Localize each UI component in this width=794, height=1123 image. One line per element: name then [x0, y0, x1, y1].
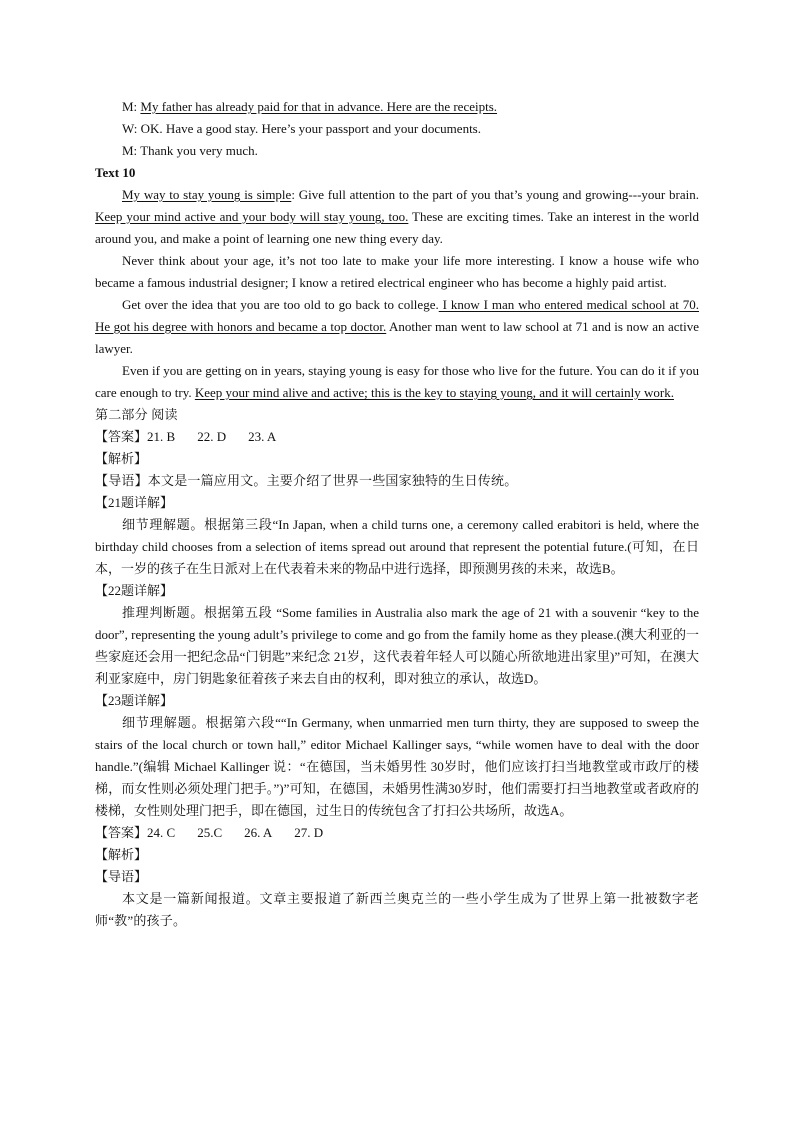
- answer-item: 21. B: [147, 429, 176, 444]
- paragraph-1: [95, 184, 699, 250]
- guide-text: 本文是一篇新闻报道。文章主要报道了新西兰奥克兰的一些小学生成为了世界上第一批被数字老师“教”的孩子。: [95, 891, 699, 928]
- underlined-sentence: I know I man who entered medical school at 70. He got his degree with honors and became a top doctor.: [95, 297, 699, 334]
- dialogue-text: Thank you very much.: [140, 143, 258, 158]
- dialogue-line-3: [95, 140, 699, 162]
- guide-text: 【导语】本文是一篇应用文。主要介绍了世界一些国家独特的生日传统。: [95, 473, 518, 488]
- answer-item: 23. A: [248, 429, 277, 444]
- question-23-label: 【23题详解】: [95, 693, 174, 708]
- answer-item: 22. D: [197, 429, 227, 444]
- part-heading: 第二部分 阅读: [95, 407, 178, 422]
- answers-row-2: [95, 822, 699, 844]
- answer-item: 27. D: [294, 825, 324, 840]
- answer-label: 【答案】: [95, 825, 148, 840]
- speaker-label: W:: [122, 121, 138, 136]
- answers-row-1: [95, 426, 699, 448]
- question-22-text: 推理判断题。根据第五段 “Some families in Australia also mark the age of 21 with a souvenir “key to the door”, representing the young adult’s privilege to come and go from the family home as they please.(澳大利亚的一些家庭还会用一把纪念品“门钥匙”来纪念 21岁，这代表着年轻人可以随心所欲地进出家里)”可知，在澳大利亚家庭中，房门钥匙象征着孩子来去自由的权利，即对独立的承认，故选D。: [95, 605, 699, 686]
- underlined-sentence: My way to stay young is simple: [122, 187, 292, 202]
- paragraph-text: Get over the idea that you are too old to go back to college.: [122, 297, 439, 312]
- dialogue-line-2: [95, 118, 699, 140]
- answer-label: 【答案】: [95, 429, 148, 444]
- paragraph-4: [95, 360, 699, 404]
- dialogue-text: OK. Have a good stay. Here’s your passport and your documents.: [140, 121, 481, 136]
- dialogue-line-1: [95, 96, 699, 118]
- answer-item: 26. A: [244, 825, 273, 840]
- speaker-label: M:: [122, 99, 138, 114]
- analysis-label: 【解析】: [95, 451, 148, 466]
- question-22-label: 【22题详解】: [95, 583, 174, 598]
- question-23-text: 细节理解题。根据第六段““In Germany, when unmarried men turn thirty, they are supposed to sweep the stairs of the local church or town hall,” editor Michael Kallinger says, “while women have to deal with the door handle.”(编辑 Michael Kallinger 说：“在德国，当未婚男性 30岁时，他们应该打扫当地教堂或市政厅的楼梯，而女性则必须处理门把手。”)”可知，在德国，未婚男性满30岁时，他们需要打扫当地教堂或者政府的楼梯，女性则处理门把手，即在德国，过生日的传统包含了打扫公共场所，故选A。: [95, 715, 699, 818]
- paragraph-3: [95, 294, 699, 360]
- analysis-label: 【解析】: [95, 847, 148, 862]
- dialogue-text: My father has already paid for that in advance. Here are the receipts.: [140, 99, 498, 114]
- speaker-label: M:: [122, 143, 138, 158]
- paragraph-text: Even if you are getting on in years, staying young is easy for those who live for the future. You can do it if you care enough to try.: [95, 363, 699, 400]
- section-heading: Text 10: [95, 165, 136, 180]
- underlined-sentence: Keep your mind alive and active; this is the key to staying young, and it will certainly work.: [194, 385, 674, 400]
- document-page: [95, 96, 699, 932]
- guide-label: 【导语】: [95, 869, 148, 884]
- paragraph-text: : Give full attention to the part of you that’s young and growing---your brain.: [291, 187, 699, 202]
- answer-item: 24. C: [147, 825, 176, 840]
- answer-item: 25.C: [197, 825, 223, 840]
- question-21-text: 细节理解题。根据第三段“In Japan, when a child turns one, a ceremony called erabitori is held, where the birthday child chooses from a selection of items spread out around that represent the potential future.(可知，在日本，一岁的孩子在生日派对上在代表着未来的物品中进行选择，即预测男孩的未来，故选B。: [95, 517, 699, 576]
- question-21-label: 【21题详解】: [95, 495, 174, 510]
- paragraph-text: These are exciting times. Take an interest in the world around you, and make a point of learning one new thing every day.: [95, 209, 699, 246]
- paragraph-text: Another man went to law school at 71 and is now an active lawyer.: [95, 319, 699, 356]
- underlined-sentence: Keep your mind active and your body will stay young, too.: [95, 209, 409, 224]
- paragraph-2: Never think about your age, it’s not too late to make your life more interesting. I know a house wife who became a famous industrial designer; I know a retired electrical engineer who has become a highly paid artist.: [95, 253, 699, 290]
